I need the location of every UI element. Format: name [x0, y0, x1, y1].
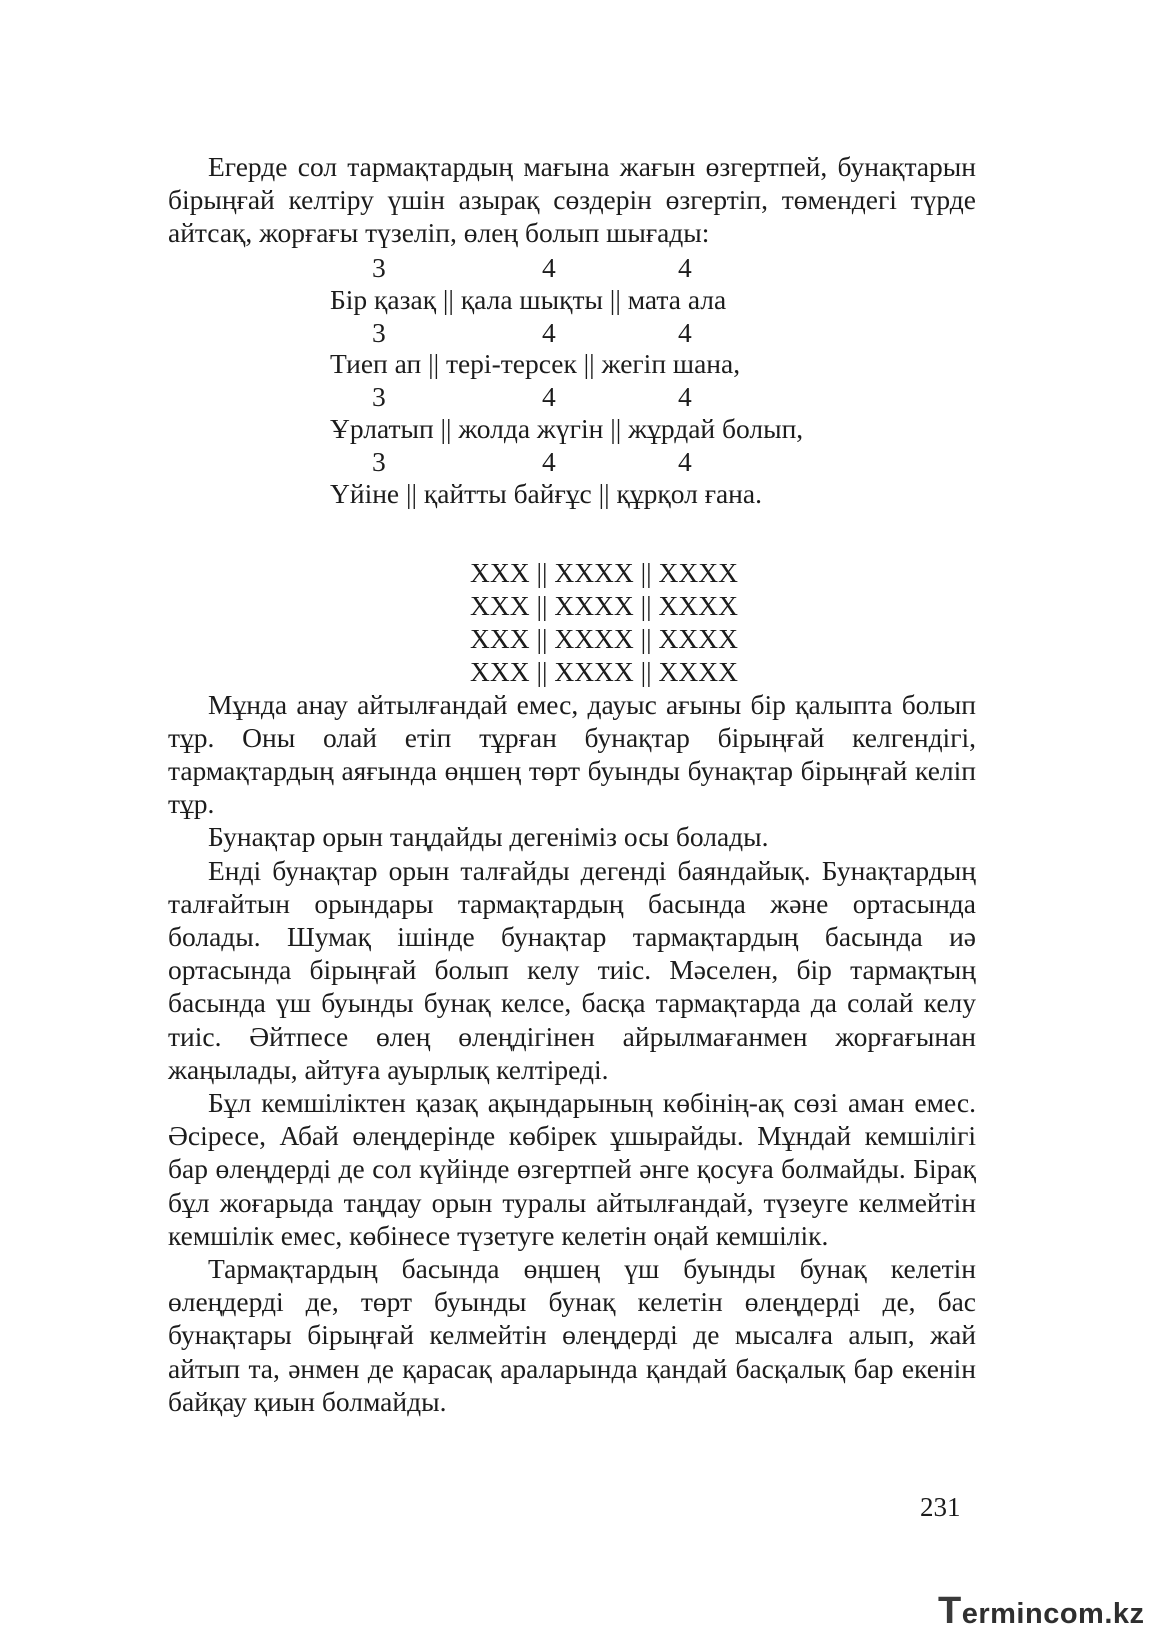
syllable-count: 4 [542, 251, 556, 283]
verse-line: Үйіне || қайтты байғұс || құрқол ғана. [330, 477, 762, 509]
paragraph: Бунақтар орын таңдайды дегеніміз осы болады. [208, 821, 769, 853]
paragraph: Мұнда анау айтылғандай емес, дауыс ағыны бір қалыпта болып тұр. Оны олай етіп тұрған бунақтар бірыңғай келгендігі, тармақтардың аяғында өңшең төрт буынды бунақтар бірыңғай келіп тұр. [168, 688, 976, 820]
watermark-text: erminc [961, 1598, 1060, 1630]
syllable-count: 4 [678, 380, 692, 412]
paragraph: Енді бунақтар орын талғайды дегенді баяндайық. Бунақтардың талғайтын орындары тармақтардың басында және ортасында болады. Шумақ ішінде бунақтар тармақтардың басында иә ортасында бірыңғай болып келу тиіс. Мәселен, бір тармақтың басында үш буынды бунақ келсе, басқа тармақтарда да солай келу тиіс. Әйтпесе өлең өлеңдігінен айрылмағанмен жорғағынан жаңылады, айтуға ауырлық келтіреді. [168, 854, 976, 1085]
page-number: 231 [920, 1492, 961, 1522]
syllable-count: 4 [678, 251, 692, 283]
syllable-count: 3 [372, 316, 386, 348]
verse-line: Бір қазақ || қала шықты || мата ала [330, 283, 727, 315]
pattern-line: ХХХ || ХХХХ || ХХХХ [470, 622, 738, 654]
pattern-line: ХХХ || ХХХХ || ХХХХ [470, 589, 738, 621]
page-body [168, 150, 976, 1418]
watermark-tail: m.kz [1078, 1598, 1145, 1630]
paragraph-intro: Егерде сол тармақтардың мағына жағын өзгертпей, бунақтарын бірыңғай келтіру үшін азырақ сөздерін өзгертіп, төмендегі түрде айтсақ, жорғағы түзеліп, өлең болып шығады: [168, 151, 976, 249]
syllable-pattern [168, 556, 976, 688]
syllable-count: 4 [678, 316, 692, 348]
syllable-count: 4 [542, 380, 556, 412]
watermark-initial: T [938, 1590, 962, 1632]
syllable-count: 3 [372, 251, 386, 283]
verse-block [168, 250, 976, 556]
watermark-logo [938, 1590, 1145, 1633]
syllable-count: 3 [372, 445, 386, 477]
paragraph: Тармақтардың басында өңшең үш буынды бунақ келетін өлеңдерді де, төрт буынды бунақ келетін өлеңдерді де, бас бунақтары бірыңғай келмейтін өлеңдерді де мысалға алып, жай айтып та, әнмен де қарасақ араларында қандай басқалық бар екенін байқау қиын болмайды. [168, 1253, 976, 1417]
verse-line: Тиеп ап || тері-терсек || жегіп шана, [330, 347, 741, 379]
pattern-line: ХХХ || ХХХХ || ХХХХ [470, 556, 738, 588]
verse-line: Ұрлатып || жолда жүгін || жұрдай болып, [330, 412, 804, 444]
syllable-count: 4 [542, 445, 556, 477]
syllable-count: 4 [678, 445, 692, 477]
paragraph: Бұл кемшіліктен қазақ ақындарының көбінің-ақ сөзі аман емес. Әсіресе, Абай өлеңдерінде көбірек ұшырайды. Мұндай кемшілігі бар өлеңдерді де сол күйінде өзгертпей әнге қосуға болмайды. Бірақ бұл жоғарыда таңдау орын туралы айтылғандай, түзеуге келмейтін кемшілік емес, көбінесе түзетуге келетін оңай кемшілік. [168, 1087, 976, 1251]
syllable-count: 4 [542, 316, 556, 348]
pattern-line: ХХХ || ХХХХ || ХХХХ [470, 655, 738, 687]
watermark-ring: о [1059, 1598, 1079, 1630]
syllable-count: 3 [372, 380, 386, 412]
